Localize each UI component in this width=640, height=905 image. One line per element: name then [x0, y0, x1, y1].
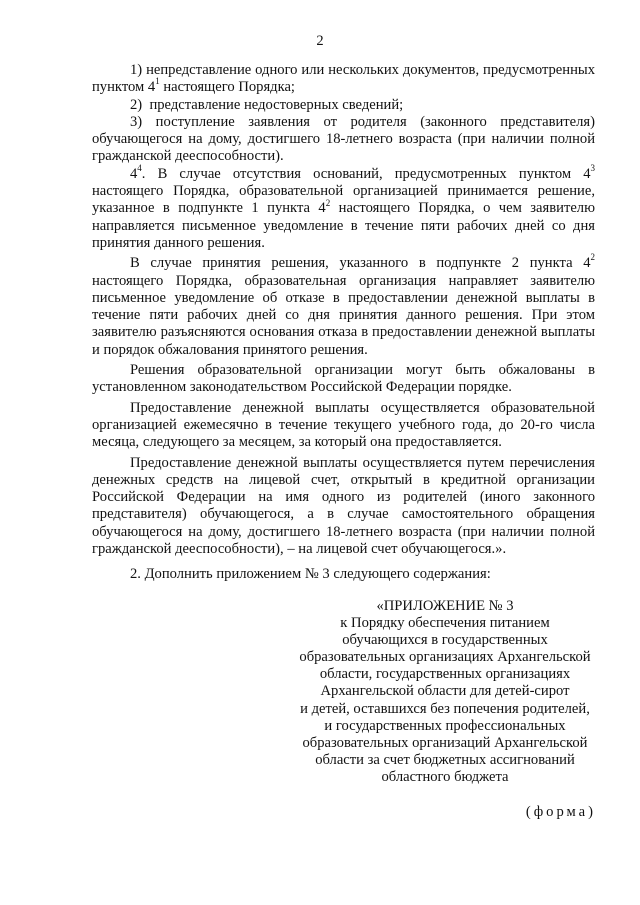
paragraph-5: В случае принятия решения, указанного в подпункте 2 пункта $4^2$ настоящего Порядка, образовательная организация направляет заявителю письменное уведомление об отказе в предоставлении денежной выплаты в течение пяти рабочих дней со дня принятия данного решения. При этом заявителю разъясняются основания отказа в предоставлении денежной выплаты и порядок обжалования принятого решения. [92, 252, 595, 358]
forma-label: (форма) [525, 804, 596, 820]
paragraph-8: Предоставление денежной выплаты осуществляется путем перечисления денежных средств на лицевой счет, открытый в кредитной организации Российской Федерации на имя одного из родителей (иного законного представителя) обучающегося, а в случае самостоятельного обращения обучающегося на дому, достигшего 18-летнего возраста (при наличии полной гражданской дееспособности), – на лицевой счет обучающегося.». [92, 454, 595, 558]
appendix-line: Архангельской области для детей-сирот [320, 683, 570, 700]
appendix-line: обучающихся в государственных [342, 632, 548, 649]
paragraph-1: 1) непредставление одного или нескольких документов, предусмотренных пунктом $4^1$ настоящего Порядка; [92, 62, 595, 96]
appendix-line: и детей, оставшихся без попечения родителей, [300, 700, 590, 717]
appendix-line: областного бюджета [381, 768, 509, 785]
appendix-line: образовательных организациях Архангельской [299, 649, 591, 666]
appendix-line: образовательных организаций Архангельской [302, 734, 588, 751]
paragraph-2: 2) представление недостоверных сведений; [130, 96, 404, 113]
page-number: 2 [316, 33, 324, 49]
document-body [92, 62, 595, 584]
paragraph-7: Предоставление денежной выплаты осуществляется образовательной организацией ежемесячно в течение текущего учебного года, до 20-го числа месяца, следующего за месяцем, за который она предоставляется. [92, 399, 595, 451]
appendix-line: «ПРИЛОЖЕНИЕ № 3 [376, 598, 514, 614]
appendix-line: области, государственных организациях [319, 666, 571, 683]
paragraph-6: Решения образовательной организации могут быть обжалованы в установленном законодательством Российской Федерации порядке. [92, 362, 595, 396]
appendix-line: области за счет бюджетных ассигнований [315, 751, 575, 768]
appendix-line: к Порядку обеспечения питанием [340, 615, 550, 632]
paragraph-9: 2. Дополнить приложением № 3 следующего содержания: [130, 566, 491, 583]
appendix-header [280, 598, 610, 786]
appendix-line: и государственных профессиональных [324, 717, 566, 734]
paragraph-4: $4^4$. В случае отсутствия оснований, предусмотренных пунктом $4^3$ настоящего Порядка, образовательной организацией принимается решение, указанное в подпункте 1 пункта $4^2$ настоящего Порядка, о чем заявителю направляется письменное уведомление в течение пяти рабочих дней со дня принятия данного решения. [92, 162, 595, 251]
paragraph-3: 3) поступление заявления от родителя (законного представителя) обучающегося на дому, достигшего 18-летнего возраста (при наличии полной гражданской дееспособности). [92, 113, 595, 165]
